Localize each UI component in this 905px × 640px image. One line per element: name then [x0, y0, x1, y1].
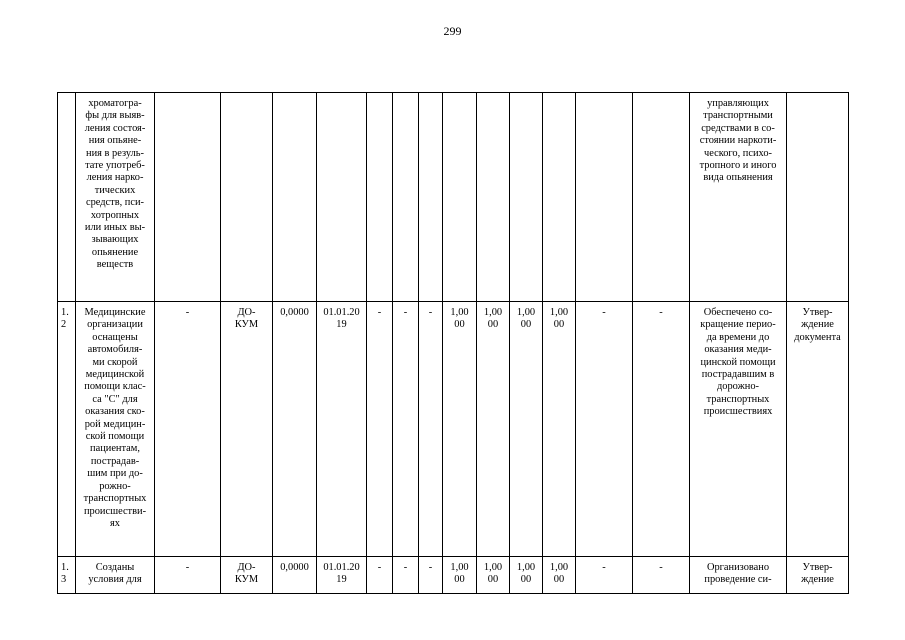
- cell-value: 1,00 00: [443, 302, 477, 557]
- cell: [477, 93, 510, 302]
- cell-value: 0,0000: [273, 302, 317, 557]
- cell: -: [419, 302, 443, 557]
- cell: [317, 93, 367, 302]
- cell: [419, 93, 443, 302]
- cell-result: управляющих транспортными средствами в со- стоянии наркоти- ческого, психо- тропного и иного вида опьянения: [690, 93, 787, 302]
- cell-value: 1,00 00: [510, 302, 543, 557]
- cell-confirmation: Утвер- ждение: [787, 557, 849, 594]
- cell: [787, 93, 849, 302]
- cell-confirmation: Утвер- ждение документа: [787, 302, 849, 557]
- cell: -: [576, 302, 633, 557]
- table-row: [58, 93, 849, 302]
- document-table: [57, 92, 849, 594]
- cell: -: [393, 302, 419, 557]
- cell: [393, 93, 419, 302]
- cell-result: Организовано проведение си-: [690, 557, 787, 594]
- cell: [576, 93, 633, 302]
- cell-value: 0,0000: [273, 557, 317, 594]
- cell-number: [58, 93, 76, 302]
- cell: -: [419, 557, 443, 594]
- cell: -: [155, 557, 221, 594]
- page-number: 299: [443, 24, 462, 38]
- cell-name: Медицинские организации оснащены автомобиля- ми скорой медицинской помощи клас- са "С" для оказания ско- рой медицин- ской помощи пациентам, пострадав- шим при до- рожно- транспортных происшестви- ях: [76, 302, 155, 557]
- cell: [510, 93, 543, 302]
- cell-value: 1,00 00: [510, 557, 543, 594]
- cell-name: Созданы условия для: [76, 557, 155, 594]
- cell-value: 1,00 00: [477, 302, 510, 557]
- cell: -: [155, 302, 221, 557]
- cell-result: Обеспечено со- кращение перио- да времени до оказания меди- цинской помощи пострадавшим в дорожно- транспортных происшествиях: [690, 302, 787, 557]
- cell: [367, 93, 393, 302]
- cell: -: [367, 302, 393, 557]
- cell-type: ДО- КУМ: [221, 557, 273, 594]
- cell: -: [633, 557, 690, 594]
- table-row: [58, 557, 849, 594]
- cell: -: [393, 557, 419, 594]
- cell-number: 1. 2: [58, 302, 76, 557]
- cell-date: 01.01.20 19: [317, 557, 367, 594]
- cell-value: 1,00 00: [477, 557, 510, 594]
- cell-value: 1,00 00: [443, 557, 477, 594]
- cell: [221, 93, 273, 302]
- cell: -: [633, 302, 690, 557]
- cell: [443, 93, 477, 302]
- cell: [155, 93, 221, 302]
- cell: [273, 93, 317, 302]
- cell-name: хроматогра- фы для выяв- ления состоя- ния опьяне- ния в резуль- тате употреб- ления нарко- тических средств, пси- хотропных или иных вы- зывающих опьянение веществ: [76, 93, 155, 302]
- cell-number: 1. 3: [58, 557, 76, 594]
- cell-type: ДО- КУМ: [221, 302, 273, 557]
- cell: [633, 93, 690, 302]
- table-row: [58, 302, 849, 557]
- cell: -: [367, 557, 393, 594]
- cell: -: [576, 557, 633, 594]
- cell-value: 1,00 00: [543, 557, 576, 594]
- cell: [543, 93, 576, 302]
- cell-value: 1,00 00: [543, 302, 576, 557]
- cell-date: 01.01.20 19: [317, 302, 367, 557]
